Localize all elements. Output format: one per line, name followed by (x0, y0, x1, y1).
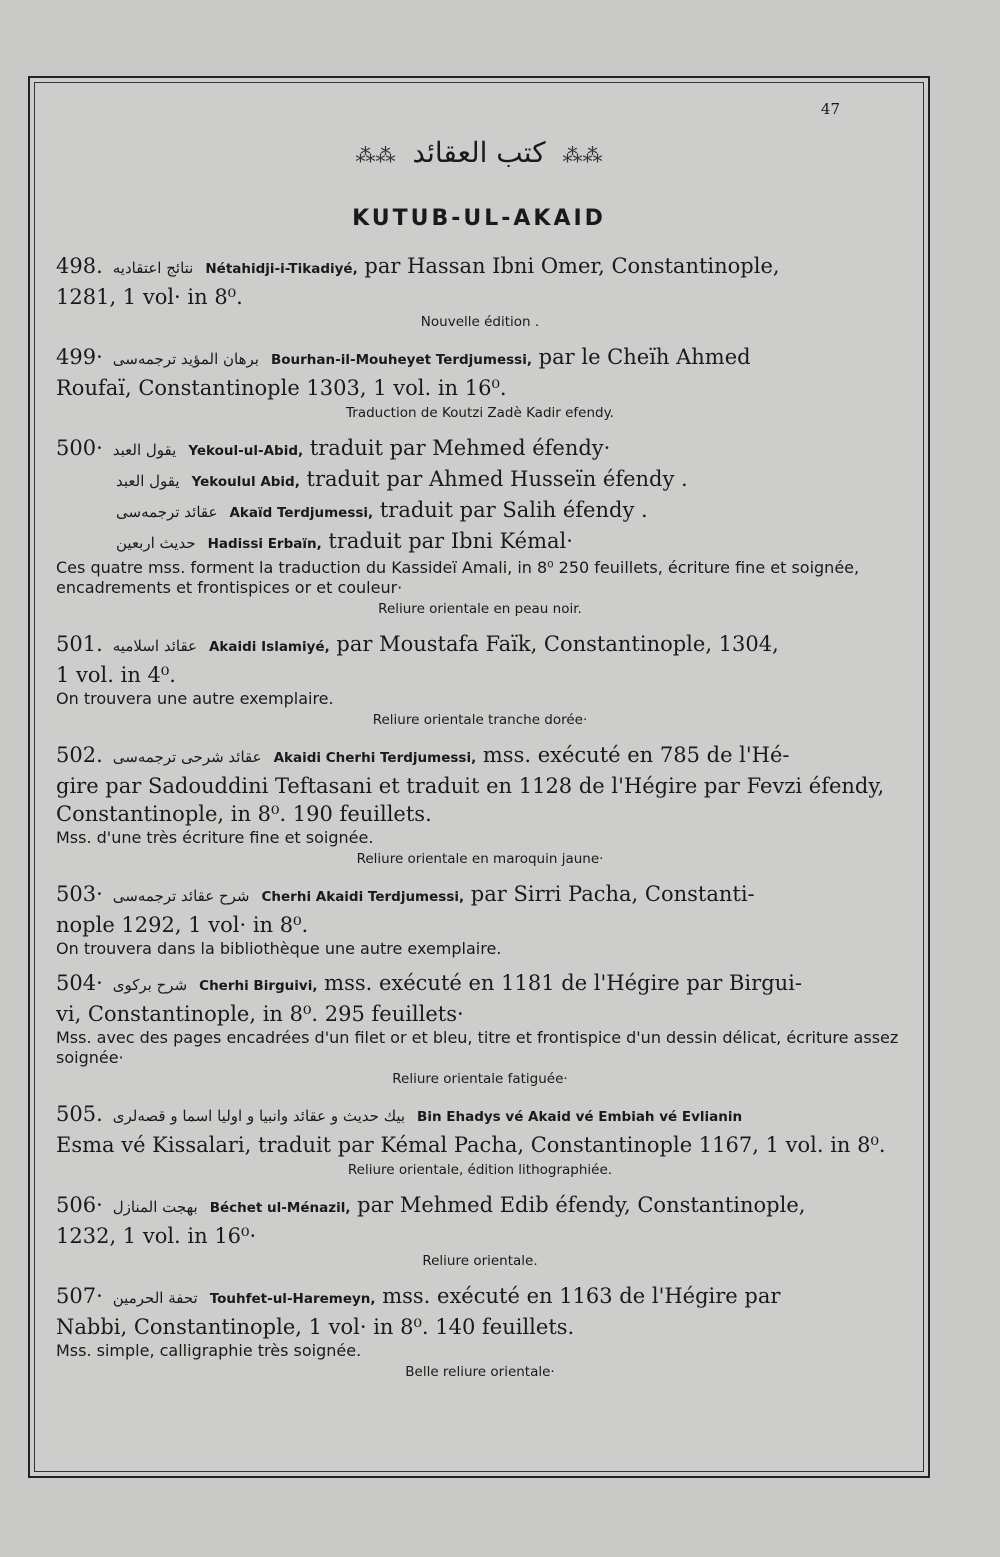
transliterated-title: Akaidi Islamiyé, (208, 639, 330, 655)
entry-note: Mss. d'une très écriture fine et soignée. (56, 828, 374, 847)
arabic-title: برهان المؤید ترجمه‌سی (112, 350, 259, 368)
transliterated-title: Touhfet-ul-Haremeyn, (209, 1291, 376, 1307)
arabic-title: یقول العبد (116, 472, 180, 490)
entry-number: 503· (56, 882, 103, 906)
catalog-entry (56, 343, 904, 424)
catalog-entry (56, 630, 904, 731)
entry-line (56, 465, 904, 496)
transliterated-title: Bin Ehadys vé Akaid vé Embiah vé Evlianin (417, 1109, 743, 1125)
entry-text: traduit par Salih éfendy . (379, 498, 648, 522)
catalog-page (28, 76, 930, 1478)
transliterated-title: Hadissi Erbaïn, (207, 536, 322, 552)
transliterated-title: Bourhan-il-Mouheyet Terdjumessi, (270, 352, 532, 368)
entry-text: traduit par Ibni Kémal· (328, 529, 573, 553)
binding-note: Reliure orientale. (422, 1253, 538, 1269)
binding-note: Reliure orientale fatiguée· (392, 1071, 568, 1087)
catalog-entry (56, 741, 904, 870)
entry-line (56, 630, 904, 661)
transliterated-title: Nétahidji-i-Tikadiyé, (205, 261, 358, 277)
entry-text: par Moustafa Faïk, Constantinople, 1304, (336, 632, 779, 656)
arabic-title: عقائد ترجمه‌سی (116, 503, 218, 521)
entry-line (56, 343, 904, 374)
entry-continuation: Nabbi, Constantinople, 1 vol· in 8⁰. 140 feuillets. (56, 1315, 575, 1339)
arabic-title: عقائد شرحی ترجمه‌سی (112, 748, 262, 766)
catalog-entry (56, 880, 904, 959)
arabic-title: بهجت المنازل (112, 1198, 198, 1216)
ornament-left: ⁂⁂ (355, 143, 396, 167)
entry-note: On trouvera une autre exemplaire. (56, 689, 334, 708)
arabic-title: نتائج اعتقادیه (112, 259, 194, 277)
entry-number: 505. (56, 1102, 103, 1126)
entries-list (56, 252, 904, 1393)
transliterated-title: Cherhi Akaidi Terdjumessi, (261, 889, 465, 905)
entry-line (56, 1191, 904, 1222)
entry-text: par Mehmed Edib éfendy, Constantinople, (357, 1193, 806, 1217)
binding-note: Nouvelle édition . (420, 314, 540, 330)
entry-continuation: 1281, 1 vol· in 8⁰. (56, 285, 243, 309)
entry-line (56, 434, 904, 465)
entry-continuation: gire par Sadouddini Teftasani et traduit en 1128 de l'Hégire par Fevzi éfendy, Constantinople, in 8⁰. 190 feuillets. (56, 774, 885, 826)
entry-text: mss. exécuté en 1181 de l'Hégire par Birgui- (324, 971, 802, 995)
catalog-entry (56, 1282, 904, 1383)
entry-text: par le Cheïh Ahmed (538, 345, 751, 369)
transliterated-title: Akaidi Cherhi Terdjumessi, (273, 750, 477, 766)
entry-text: par Sirri Pacha, Constanti- (470, 882, 755, 906)
entry-note: Mss. avec des pages encadrées d'un filet or et bleu, titre et frontispice d'un dessin délicat, écriture assez soignée· (56, 1028, 899, 1067)
entry-number: 506· (56, 1193, 103, 1217)
entry-line (56, 1100, 904, 1131)
entry-line (56, 527, 904, 558)
entry-number: 500· (56, 436, 103, 460)
entry-number: 501. (56, 632, 103, 656)
entry-text: mss. exécuté en 785 de l'Hé- (482, 743, 790, 767)
section-title: KUTUB-UL-AKAID (352, 206, 606, 231)
arabic-title: بیك حدیث و عقائد وانبیا و اولیا اسما و قصه‌لری (112, 1107, 406, 1125)
entry-continuation: vi, Constantinople, in 8⁰. 295 feuillets· (56, 1002, 464, 1026)
binding-note: Belle reliure orientale· (405, 1364, 555, 1380)
entry-continuation: 1232, 1 vol. in 16⁰· (56, 1224, 257, 1248)
entry-text: mss. exécuté en 1163 de l'Hégire par (382, 1284, 781, 1308)
arabic-title: شرح عقائد ترجمه‌سی (112, 887, 250, 905)
catalog-entry (56, 252, 904, 333)
entry-line (56, 741, 904, 772)
entry-continuation: nople 1292, 1 vol· in 8⁰. (56, 913, 309, 937)
transliterated-title: Yekoul-ul-Abid, (188, 443, 304, 459)
entry-line (56, 969, 904, 1000)
catalog-entry (56, 434, 904, 620)
catalog-entry (56, 969, 904, 1090)
entry-number: 499· (56, 345, 103, 369)
arabic-heading (30, 136, 928, 169)
entry-continuation: Roufaï, Constantinople 1303, 1 vol. in 16⁰. (56, 376, 507, 400)
entry-note: On trouvera dans la bibliothèque une autre exemplaire. (56, 939, 502, 958)
entry-number: 507· (56, 1284, 103, 1308)
entry-text: traduit par Ahmed Husseïn éfendy . (306, 467, 688, 491)
transliterated-title: Cherhi Birguivi, (199, 978, 318, 994)
entry-text: par Hassan Ibni Omer, Constantinople, (364, 254, 780, 278)
binding-note: Reliure orientale en maroquin jaune· (356, 851, 604, 867)
ornament-right: ⁂⁂ (562, 143, 603, 167)
catalog-entry (56, 1191, 904, 1272)
arabic-title: حدیث اربعین (116, 534, 196, 552)
transliterated-title: Béchet ul-Ménazil, (209, 1200, 351, 1216)
entry-note: Ces quatre mss. forment la traduction du Kassideï Amali, in 8⁰ 250 feuillets, écriture fine et soignée, encadrements et frontispices or et couleur· (56, 558, 860, 597)
binding-note: Reliure orientale en peau noir. (378, 601, 582, 617)
arabic-title: عقائد اسلامیه (112, 637, 197, 655)
arabic-heading-text: كتب العقائد (412, 136, 546, 169)
entry-line (56, 496, 904, 527)
arabic-title: شرح برکوی (112, 976, 188, 994)
binding-note: Reliure orientale, édition lithographiée. (347, 1162, 613, 1178)
binding-note: Traduction de Koutzi Zadè Kadir efendy. (346, 405, 614, 421)
entry-line (56, 252, 904, 283)
entry-note: Mss. simple, calligraphie très soignée. (56, 1341, 362, 1360)
entry-line (56, 880, 904, 911)
arabic-title: تحفة الحرمین (112, 1289, 198, 1307)
page-number: 47 (820, 100, 840, 118)
entry-number: 502. (56, 743, 103, 767)
binding-note: Reliure orientale tranche dorée· (372, 712, 588, 728)
catalog-entry (56, 1100, 904, 1181)
transliterated-title: Akaïd Terdjumessi, (229, 505, 374, 521)
entry-continuation: 1 vol. in 4⁰. (56, 663, 176, 687)
entry-continuation: Esma vé Kissalari, traduit par Kémal Pacha, Constantinople 1167, 1 vol. in 8⁰. (56, 1133, 886, 1157)
entry-text: traduit par Mehmed éfendy· (309, 436, 611, 460)
entry-number: 498. (56, 254, 103, 278)
transliterated-title: Yekoulul Abid, (191, 474, 300, 490)
entry-line (56, 1282, 904, 1313)
entry-number: 504· (56, 971, 103, 995)
arabic-title: یقول العبد (112, 441, 177, 459)
